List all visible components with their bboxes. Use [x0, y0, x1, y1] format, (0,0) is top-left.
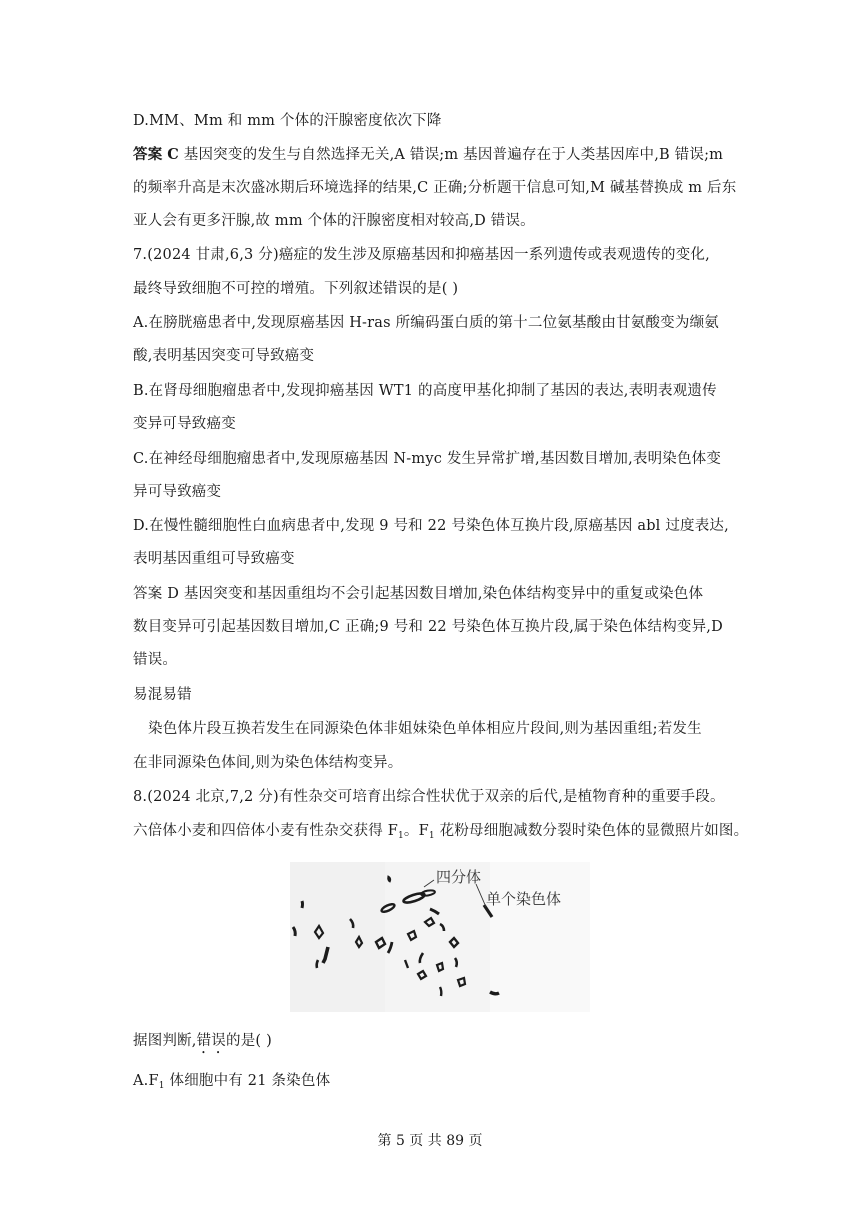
question-8-stem-cont: 六倍体小麦和四倍体小麦有性杂交获得 $F_1$。$F_1$ 花粉母细胞减数分裂时染色体的显微照片如图。 — [133, 823, 749, 841]
tip-text: 染色体片段互换若发生在同源染色体非姐妹染色单体相应片段间,则为基因重组;若发生 — [148, 721, 702, 737]
answer-letter: C — [167, 146, 179, 163]
option-d-q7-cont: 表明基因重组可导致癌变 — [133, 551, 295, 567]
answer-q6-line2: 的频率升高是末次盛冰期后环境选择的结果,C 正确;分析题干信息可知,M 碱基替换成 m 后东 — [133, 180, 737, 196]
option-a-q7: A.在膀胱癌患者中,发现原癌基因 H-ras 所编码蛋白质的第十二位氨基酸由甘氨酸变为缬氨 — [133, 315, 719, 331]
answer-q7-line2: 数目变异可引起基因数目增加,C 正确;9 号和 22 号染色体互换片段,属于染色体结构变异,D — [133, 619, 723, 635]
answer-q7-line3: 错误。 — [133, 652, 178, 668]
option-a-q7-cont: 酸,表明基因突变可导致癌变 — [133, 348, 315, 364]
answer-q6-line1 — [133, 145, 723, 165]
option-c-q7-cont: 异可导致癌变 — [133, 484, 222, 500]
tip-heading: 易混易错 — [133, 687, 192, 703]
option-c-q7: C.在神经母细胞瘤患者中,发现原癌基因 N-myc 发生异常扩增,基因数目增加,表明染色体变 — [133, 451, 722, 467]
option-a-q8: $A.F_1$ 体细胞中有 21 条染色体 — [133, 1073, 331, 1091]
answer-q7-line1: 答案 D 基因突变和基因重组均不会引起基因数目增加,染色体结构变异中的重复或染色体 — [133, 586, 704, 602]
question-7-stem: 7.(2024 甘肃,6,3 分)癌症的发生涉及原癌基因和抑癌基因一系列遗传或表观遗传的变化, — [133, 247, 710, 263]
option-d-q6: D.MM、Mm 和 mm 个体的汗腺密度依次下降 — [133, 113, 442, 129]
option-b-q7: B.在肾母细胞瘤患者中,发现抑癌基因 WT1 的高度甲基化抑制了基因的表达,表明表观遗传 — [133, 383, 717, 399]
option-d-q7: D.在慢性髓细胞性白血病患者中,发现 9 号和 22 号染色体互换片段,原癌基因 abl 过度表达, — [133, 518, 729, 534]
label-tetrad: 四分体 — [436, 868, 482, 886]
chromosome-micrograph — [290, 862, 590, 1012]
answer-q6-line3: 亚人会有更多汗腺,故 mm 个体的汗腺密度相对较高,D 错误。 — [133, 213, 535, 229]
option-b-q7-cont: 变异可导致癌变 — [133, 416, 236, 432]
emphasis-wrong: 错误 — [196, 1033, 227, 1049]
answer-label: 答案 — [133, 146, 163, 163]
question-8-stem: 8.(2024 北京,7,2 分)有性杂交可培育出综合性状优于双亲的后代,是植物育种的重要手段。 — [133, 789, 725, 805]
answer-text: 基因突变的发生与自然选择无关,A 错误;m 基因普遍存在于人类基因库中,B 错误;m — [183, 147, 724, 163]
tip-text-cont: 在非同源染色体间,则为染色体结构变异。 — [133, 755, 403, 771]
question-7-stem-cont: 最终导致细胞不可控的增殖。下列叙述错误的是( ) — [133, 281, 459, 297]
question-8-prompt: 据图判断,错误的是( ) — [133, 1033, 272, 1049]
label-single-chromosome: 单个染色体 — [486, 890, 562, 908]
page-footer: 第 5 页 共 89 页 — [377, 1133, 483, 1149]
